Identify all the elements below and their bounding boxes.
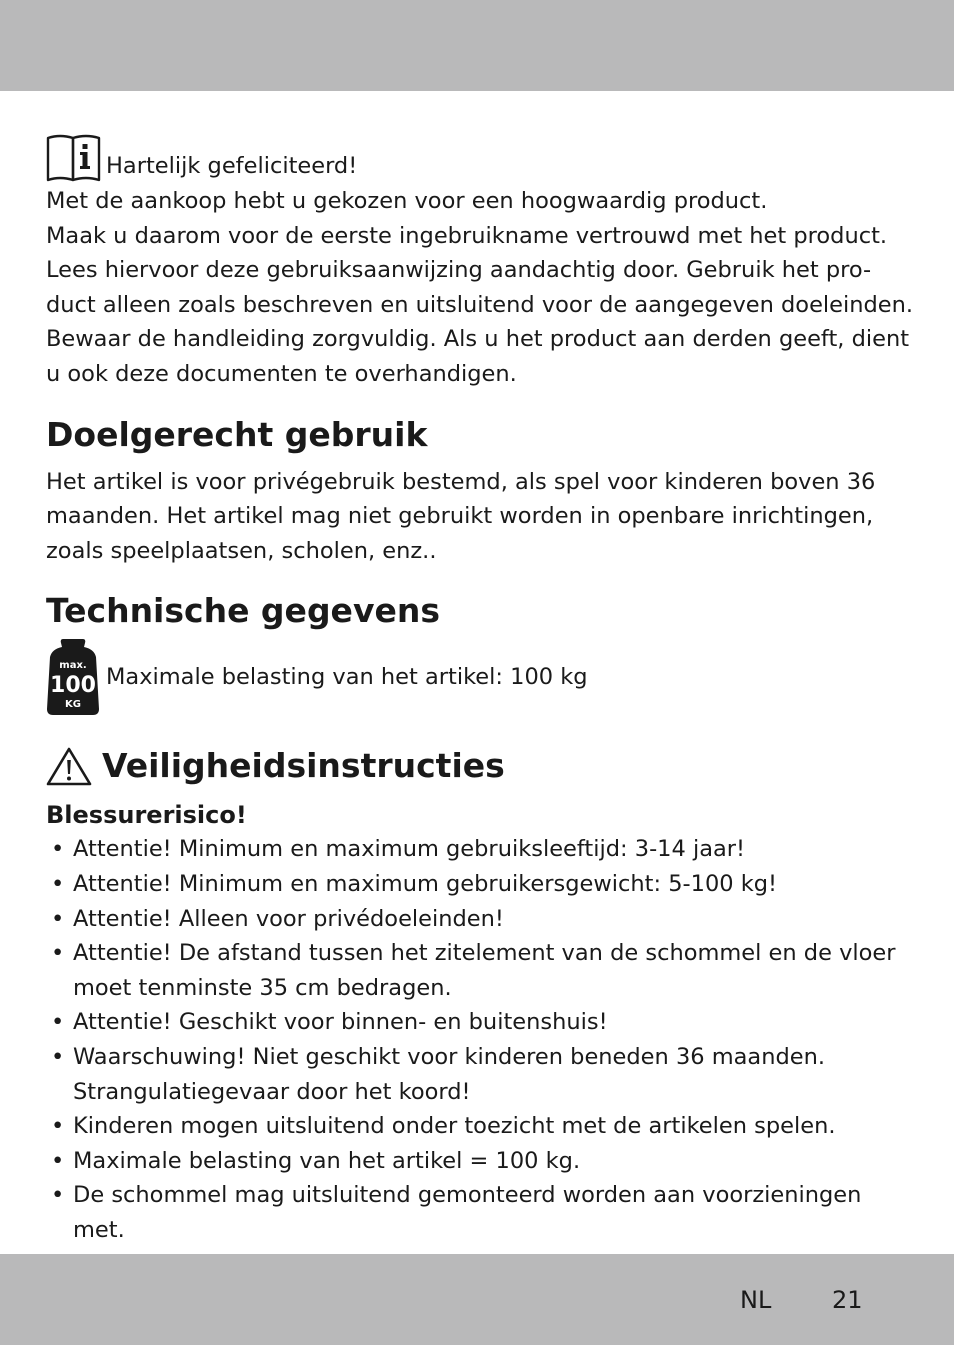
warning-triangle-icon (46, 746, 92, 786)
safety-bullet: • Attentie! Minimum en maximum gebruiksleeftijd: 3-14 jaar! (46, 832, 916, 867)
page-content (46, 132, 916, 1247)
safety-bullet-list (46, 832, 916, 1247)
info-book-icon (46, 132, 102, 184)
max-load-text: Maximale belasting van het artikel: 100 kg (106, 664, 588, 691)
intended-use-heading: Doelgerecht gebruik (46, 414, 428, 454)
intended-use-line: maanden. Het artikel mag niet gebruikt worden in openbare inrichtingen, (46, 503, 874, 530)
safety-bullet: • Attentie! Alleen voor privédoeleinden! (46, 902, 916, 937)
intro-section (46, 132, 916, 392)
injury-risk-subheading: Blessurerisico! (46, 801, 247, 830)
page-number: 21 (832, 1286, 863, 1314)
footer-band (0, 1254, 954, 1345)
intro-line: Lees hiervoor deze gebruiksaanwijzing aandachtig door. Gebruik het pro- (46, 257, 872, 284)
intro-line: duct alleen zoals beschreven en uitsluitend voor de aangegeven doeleinden. (46, 291, 914, 318)
safety-bullet: • Attentie! Minimum en maximum gebruikersgewicht: 5-100 kg! (46, 867, 916, 902)
weight-icon-unit-label: KG (65, 699, 81, 711)
safety-bullet: • Attentie! Geschikt voor binnen- en buitenshuis! (46, 1005, 916, 1040)
technical-data-heading: Technische gegevens (46, 591, 440, 631)
intro-line: Met de aankoop hebt u gekozen voor een hoogwaardig product. (46, 188, 768, 214)
intended-use-text (46, 465, 916, 569)
intended-use-line: Het artikel is voor privégebruik bestemd, als spel voor kinderen boven 36 (46, 468, 876, 495)
safety-heading-text: Veiligheidsinstructies (102, 746, 505, 786)
safety-bullet: • Waarschuwing! Niet geschikt voor kinderen beneden 36 maanden. Strangulatiegevaar door het koord! (46, 1040, 916, 1109)
intro-greeting: Hartelijk gefeliciteerd! (106, 153, 358, 180)
max-load-spec (46, 636, 916, 718)
weight-icon-value-label: 100 (50, 673, 96, 699)
intro-line: u ook deze documenten te overhandigen. (46, 360, 517, 387)
header-band (0, 0, 954, 91)
intro-line: Bewaar de handleiding zorgvuldig. Als u het product aan derden geeft, dient (46, 326, 910, 353)
safety-bullet: • Kinderen mogen uitsluitend onder toezicht met de artikelen spelen. (46, 1109, 916, 1144)
safety-bullet: • Attentie! De afstand tussen het zitelement van de schommel en de vloer moet tenminste 35 cm bedragen. (46, 936, 916, 1005)
footer-language: NL (740, 1286, 772, 1314)
max-load-weight-icon (46, 637, 100, 717)
safety-bullet: • Maximale belasting van het artikel = 100 kg. (46, 1144, 916, 1179)
safety-heading (46, 746, 916, 786)
weight-icon-top-label: max. (59, 660, 87, 672)
intended-use-line: zoals speelplaatsen, scholen, enz.. (46, 537, 437, 564)
intro-line: Maak u daarom voor de eerste ingebruikname vertrouwd met het product. (46, 222, 888, 249)
safety-bullet: • De schommel mag uitsluitend gemonteerd worden aan voorzieningen met. (46, 1178, 916, 1247)
